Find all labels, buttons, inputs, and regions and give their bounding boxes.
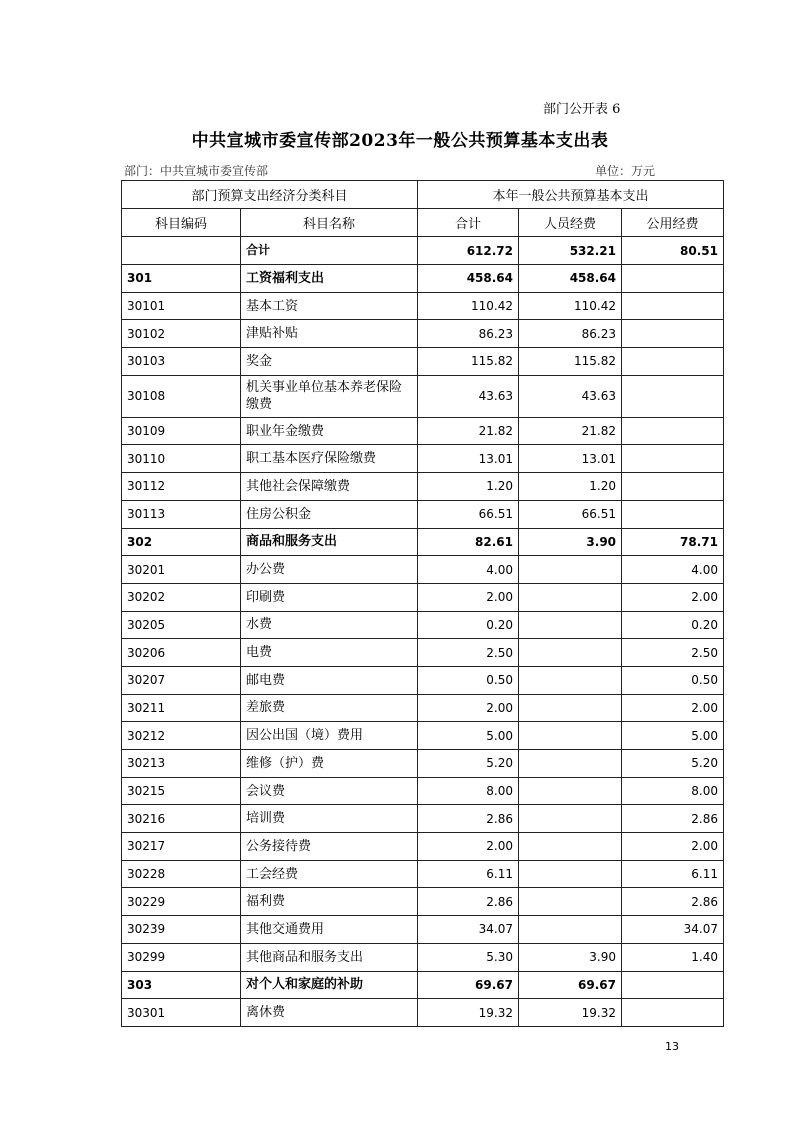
cell-name: 其他社会保障缴费 xyxy=(241,473,418,501)
table-row xyxy=(122,722,724,750)
cell-personnel xyxy=(519,722,622,750)
table-row xyxy=(122,473,724,501)
table-row xyxy=(122,320,724,348)
group-header-left: 部门预算支出经济分类科目 xyxy=(122,181,418,209)
table-row xyxy=(122,666,724,694)
cell-personnel xyxy=(519,888,622,916)
cell-code: 30213 xyxy=(122,750,241,778)
cell-code: 30299 xyxy=(122,943,241,971)
cell-total: 21.82 xyxy=(418,417,519,445)
cell-total: 1.20 xyxy=(418,473,519,501)
cell-public: 2.86 xyxy=(622,888,724,916)
cell-total: 612.72 xyxy=(418,237,519,265)
cell-name: 印刷费 xyxy=(241,583,418,611)
cell-public: 4.00 xyxy=(622,556,724,584)
cell-personnel: 3.90 xyxy=(519,528,622,556)
col-header-personnel: 人员经费 xyxy=(519,209,622,237)
cell-name: 其他交通费用 xyxy=(241,916,418,944)
table-group-header-row xyxy=(122,181,724,209)
col-header-total: 合计 xyxy=(418,209,519,237)
cell-public xyxy=(622,417,724,445)
cell-total: 458.64 xyxy=(418,265,519,293)
table-row xyxy=(122,556,724,584)
cell-total: 0.20 xyxy=(418,611,519,639)
cell-public xyxy=(622,348,724,376)
cell-code: 30229 xyxy=(122,888,241,916)
cell-code: 30211 xyxy=(122,694,241,722)
cell-public: 0.20 xyxy=(622,611,724,639)
cell-name: 职业年金缴费 xyxy=(241,417,418,445)
cell-code: 302 xyxy=(122,528,241,556)
table-row xyxy=(122,833,724,861)
cell-total: 13.01 xyxy=(418,445,519,473)
cell-public: 0.50 xyxy=(622,666,724,694)
cell-code: 30212 xyxy=(122,722,241,750)
table-body xyxy=(122,237,724,1027)
cell-total: 5.30 xyxy=(418,943,519,971)
table-row xyxy=(122,943,724,971)
cell-personnel: 69.67 xyxy=(519,971,622,999)
cell-personnel xyxy=(519,750,622,778)
cell-name: 职工基本医疗保险缴费 xyxy=(241,445,418,473)
cell-total: 5.20 xyxy=(418,750,519,778)
cell-name: 津贴补贴 xyxy=(241,320,418,348)
cell-name: 工会经费 xyxy=(241,860,418,888)
table-row xyxy=(122,445,724,473)
cell-total: 19.32 xyxy=(418,999,519,1027)
table-row xyxy=(122,860,724,888)
cell-name: 公务接待费 xyxy=(241,833,418,861)
cell-total: 69.67 xyxy=(418,971,519,999)
cell-name: 工资福利支出 xyxy=(241,265,418,293)
cell-code: 30103 xyxy=(122,348,241,376)
cell-public: 2.50 xyxy=(622,639,724,667)
table-row xyxy=(122,375,724,417)
cell-code: 30228 xyxy=(122,860,241,888)
cell-code: 30108 xyxy=(122,375,241,417)
cell-total: 6.11 xyxy=(418,860,519,888)
cell-total: 2.00 xyxy=(418,583,519,611)
cell-personnel: 21.82 xyxy=(519,417,622,445)
cell-personnel xyxy=(519,611,622,639)
cell-name: 福利费 xyxy=(241,888,418,916)
col-header-name: 科目名称 xyxy=(241,209,418,237)
cell-personnel: 86.23 xyxy=(519,320,622,348)
group-header-right: 本年一般公共预算基本支出 xyxy=(418,181,724,209)
cell-total: 4.00 xyxy=(418,556,519,584)
cell-public: 2.00 xyxy=(622,583,724,611)
col-header-code: 科目编码 xyxy=(122,209,241,237)
cell-code: 30101 xyxy=(122,292,241,320)
cell-name: 因公出国（境）费用 xyxy=(241,722,418,750)
cell-public xyxy=(622,320,724,348)
cell-personnel: 66.51 xyxy=(519,500,622,528)
cell-code: 30102 xyxy=(122,320,241,348)
cell-name: 水费 xyxy=(241,611,418,639)
cell-personnel: 115.82 xyxy=(519,348,622,376)
table-row xyxy=(122,750,724,778)
cell-total: 2.86 xyxy=(418,888,519,916)
cell-name: 差旅费 xyxy=(241,694,418,722)
cell-public xyxy=(622,445,724,473)
cell-code: 30239 xyxy=(122,916,241,944)
table-row xyxy=(122,500,724,528)
cell-public xyxy=(622,292,724,320)
table-row xyxy=(122,916,724,944)
cell-total: 110.42 xyxy=(418,292,519,320)
cell-name: 会议费 xyxy=(241,777,418,805)
cell-code xyxy=(122,237,241,265)
cell-public: 78.71 xyxy=(622,528,724,556)
cell-public: 8.00 xyxy=(622,777,724,805)
cell-personnel xyxy=(519,777,622,805)
cell-code: 30216 xyxy=(122,805,241,833)
cell-public: 2.00 xyxy=(622,833,724,861)
cell-code: 303 xyxy=(122,971,241,999)
cell-code: 30109 xyxy=(122,417,241,445)
cell-public: 2.86 xyxy=(622,805,724,833)
cell-personnel: 19.32 xyxy=(519,999,622,1027)
cell-name: 维修（护）费 xyxy=(241,750,418,778)
cell-personnel: 458.64 xyxy=(519,265,622,293)
cell-personnel xyxy=(519,860,622,888)
cell-total: 43.63 xyxy=(418,375,519,417)
cell-name: 机关事业单位基本养老保险缴费 xyxy=(241,375,418,417)
table-row xyxy=(122,777,724,805)
cell-total: 34.07 xyxy=(418,916,519,944)
cell-public xyxy=(622,375,724,417)
cell-personnel xyxy=(519,583,622,611)
cell-personnel: 1.20 xyxy=(519,473,622,501)
cell-personnel xyxy=(519,805,622,833)
table-total-row xyxy=(122,237,724,265)
cell-total: 5.00 xyxy=(418,722,519,750)
cell-total: 0.50 xyxy=(418,666,519,694)
table-row xyxy=(122,611,724,639)
cell-total: 115.82 xyxy=(418,348,519,376)
cell-personnel xyxy=(519,666,622,694)
table-row xyxy=(122,888,724,916)
page-title: 中共宣城市委宣传部2023年一般公共预算基本支出表 xyxy=(191,131,609,151)
cell-public xyxy=(622,500,724,528)
cell-total: 66.51 xyxy=(418,500,519,528)
cell-total: 2.50 xyxy=(418,639,519,667)
cell-total: 82.61 xyxy=(418,528,519,556)
cell-name: 住房公积金 xyxy=(241,500,418,528)
cell-code: 30202 xyxy=(122,583,241,611)
cell-name: 邮电费 xyxy=(241,666,418,694)
cell-code: 30301 xyxy=(122,999,241,1027)
cell-personnel: 13.01 xyxy=(519,445,622,473)
col-header-public: 公用经费 xyxy=(622,209,724,237)
cell-code: 30217 xyxy=(122,833,241,861)
cell-code: 30201 xyxy=(122,556,241,584)
cell-code: 301 xyxy=(122,265,241,293)
cell-personnel xyxy=(519,639,622,667)
cell-personnel: 110.42 xyxy=(519,292,622,320)
cell-total: 2.00 xyxy=(418,694,519,722)
cell-code: 30215 xyxy=(122,777,241,805)
cell-name: 电费 xyxy=(241,639,418,667)
cell-public xyxy=(622,999,724,1027)
cell-name: 奖金 xyxy=(241,348,418,376)
cell-code: 30205 xyxy=(122,611,241,639)
cell-public xyxy=(622,971,724,999)
cell-name: 办公费 xyxy=(241,556,418,584)
cell-name: 对个人和家庭的补助 xyxy=(241,971,418,999)
cell-name: 离休费 xyxy=(241,999,418,1027)
cell-personnel: 532.21 xyxy=(519,237,622,265)
cell-total: 2.00 xyxy=(418,833,519,861)
table-row xyxy=(122,583,724,611)
cell-name: 商品和服务支出 xyxy=(241,528,418,556)
cell-public: 5.00 xyxy=(622,722,724,750)
cell-code: 30112 xyxy=(122,473,241,501)
table-column-header-row xyxy=(122,209,724,237)
cell-total: 86.23 xyxy=(418,320,519,348)
cell-public xyxy=(622,265,724,293)
cell-total: 8.00 xyxy=(418,777,519,805)
cell-name: 培训费 xyxy=(241,805,418,833)
budget-table xyxy=(121,180,724,1027)
department-label: 部门：中共宣城市委宣传部 xyxy=(124,164,269,178)
table-row xyxy=(122,971,724,999)
cell-public: 6.11 xyxy=(622,860,724,888)
cell-public xyxy=(622,473,724,501)
table-row xyxy=(122,528,724,556)
cell-personnel: 43.63 xyxy=(519,375,622,417)
cell-personnel: 3.90 xyxy=(519,943,622,971)
cell-code: 30110 xyxy=(122,445,241,473)
cell-code: 30207 xyxy=(122,666,241,694)
table-row xyxy=(122,999,724,1027)
cell-total: 2.86 xyxy=(418,805,519,833)
page-number: 13 xyxy=(665,1040,679,1053)
cell-personnel xyxy=(519,916,622,944)
table-row xyxy=(122,639,724,667)
cell-personnel xyxy=(519,556,622,584)
page-tag: 部门公开表 6 xyxy=(543,102,621,117)
cell-code: 30206 xyxy=(122,639,241,667)
cell-name: 合计 xyxy=(241,237,418,265)
cell-public: 1.40 xyxy=(622,943,724,971)
table-row xyxy=(122,265,724,293)
table-row xyxy=(122,292,724,320)
cell-public: 2.00 xyxy=(622,694,724,722)
cell-name: 其他商品和服务支出 xyxy=(241,943,418,971)
cell-name: 基本工资 xyxy=(241,292,418,320)
cell-public: 80.51 xyxy=(622,237,724,265)
table-row xyxy=(122,417,724,445)
cell-personnel xyxy=(519,694,622,722)
cell-personnel xyxy=(519,833,622,861)
cell-public: 34.07 xyxy=(622,916,724,944)
table-row xyxy=(122,348,724,376)
table-row xyxy=(122,805,724,833)
table-row xyxy=(122,694,724,722)
cell-code: 30113 xyxy=(122,500,241,528)
unit-label: 单位：万元 xyxy=(595,164,656,178)
cell-public: 5.20 xyxy=(622,750,724,778)
